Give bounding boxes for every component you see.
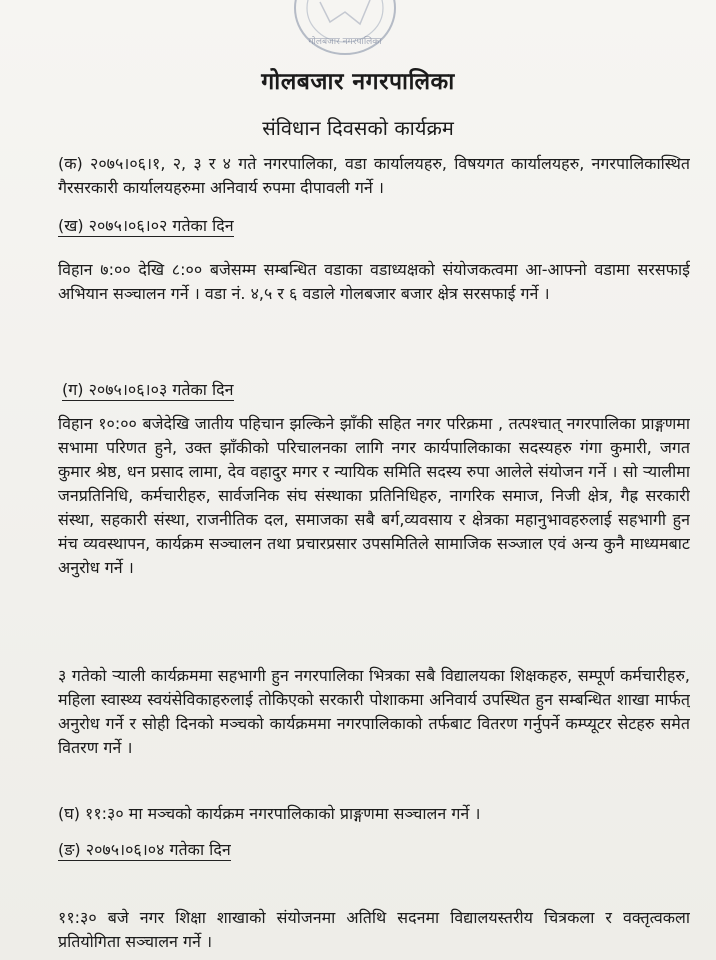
section-ga-heading-text: (ग) २०७५।०६।०३ गतेका दिन	[62, 380, 234, 399]
section-ga-text-2: ३ गतेको र्‍याली कार्यक्रममा सहभागी हुन नगरपालिका भित्रका सबै विद्यालयका शिक्षकहरु, सम्पूर्ण कर्मचारीहरु, महिला स्वास्थ्य स्वयंसेविकाहरुलाई तोकिएको सरकारी पोशाकमा अनिवार्य उपस्थित हुन सम्बन्धित शाखा मार्फत् अनुरोध गर्ने र सोही दिनको मञ्चको कार्यक्रममा नगरपालिकाको तर्फबाट वितरण गर्नुपर्ने कम्प्यूटर सेटहरु समेत वितरण गर्ने ।	[58, 666, 690, 757]
page-subtitle: संविधान दिवसको कार्यक्रम	[262, 116, 454, 140]
section-ga-heading	[62, 378, 234, 402]
section-ga-text: विहान १०:०० बजेदेखि जातीय पहिचान झल्किने झाँकी सहित नगर परिक्रमा , तत्पश्चात् नगरपालिका प्राङ्गणमा सभामा परिणत हुने, उक्त झाँकीको परिचालनका लागि नगर कार्यपालिकाका सदस्यहरु गंगा कुमारी, जगत कुमार श्रेष्ठ, धन प्रसाद लामा, देव वहादुर मगर र न्यायिक समिति सदस्य रुपा आलेले संयोजन गर्ने । सो र्‍यालीमा जनप्रतिनिधि, कर्मचारीहरु, सार्वजनिक संघ संस्थाका प्रतिनिधिहरु, नागरिक समाज, निजी क्षेत्र, गैह्र सरकारी संस्था, सहकारी संस्था, राजनीतिक दल, समाजका सबै बर्ग,व्यवसाय र क्षेत्रका महानुभावहरुलाई सहभागी हुन मंच व्यवस्थापन, कार्यक्रम सञ्चालन तथा प्रचारप्रसार उपसमितिले सामाजिक सञ्जाल एवं अन्य कुनै माध्यमबाट अनुरोध गर्ने ।	[58, 414, 690, 577]
section-nga-text: ११:३० बजे नगर शिक्षा शाखाको संयोजनमा अतिथि सदनमा विद्यालयस्तरीय चित्रकला र वक्तृत्वकला प्रतियोगिता सञ्चालन गर्ने ।	[58, 908, 690, 951]
section-nga-heading	[58, 838, 231, 862]
section-kha-text: विहान ७:०० देखि ८:०० बजेसम्म सम्बन्धित वडाका वडाध्यक्षको संयोजकत्वमा आ-आफ्नो वडामा सरसफाई अभियान सञ्चालन गर्ने । वडा नं. ४,५ र ६ वडाले गोलबजार बजार क्षेत्र सरसफाई गर्ने ।	[58, 260, 690, 303]
section-gha-text: (घ) ११:३० मा मञ्चको कार्यक्रम नगरपालिकाको प्राङ्गणमा सञ्चालन गर्ने ।	[58, 804, 481, 823]
municipality-seal	[290, 0, 400, 60]
seal-text: गोलबजार नगरपालिका	[308, 37, 382, 47]
section-kha-heading-text: (ख) २०७५।०६।०२ गतेका दिन	[58, 216, 234, 235]
page-title: गोलबजार नगरपालिका	[261, 69, 455, 95]
section-kha-heading	[58, 214, 234, 238]
section-ka-text: (क) २०७५।०६।१, २, ३ र ४ गते नगरपालिका, वडा कार्यालयहरु, विषयगत कार्यालयहरु, नगरपालिकास्थित गैरसरकारी कार्यालयहरुमा अनिवार्य रुपमा दीपावली गर्ने ।	[58, 154, 690, 197]
section-nga-heading-text: (ङ) २०७५।०६।०४ गतेका दिन	[58, 840, 231, 859]
